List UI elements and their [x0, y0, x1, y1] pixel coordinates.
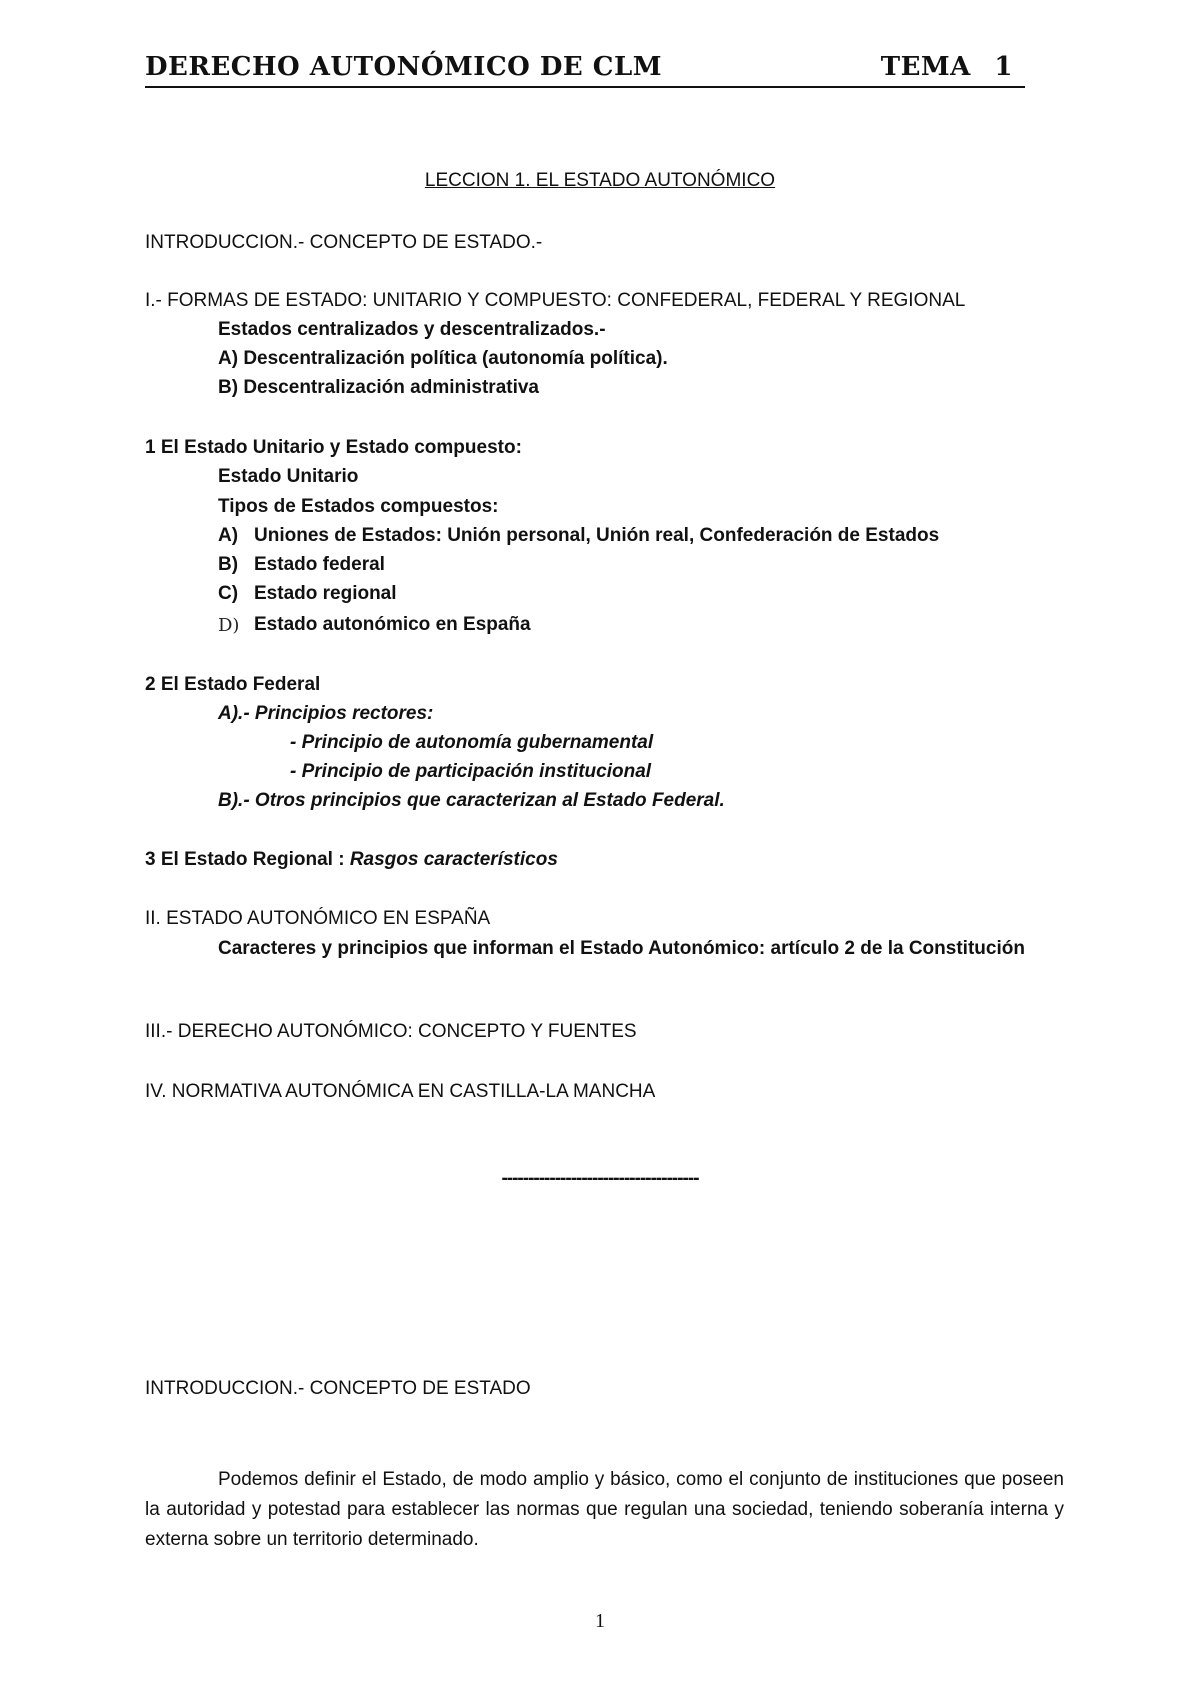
list-item-text: Estado autonómico en España [254, 614, 531, 635]
outline-s1-item: A) Descentralización política (autonomía política). [218, 348, 668, 369]
lesson-title: LECCION 1. EL ESTADO AUTONÓMICO [424, 170, 776, 191]
header-topic: TEMA 1 [880, 52, 1013, 82]
outline-section-4-heading: IV. NORMATIVA AUTONÓMICA EN CASTILLA-LA MANCHA [145, 1081, 656, 1102]
outline-s1-1-heading: 1 El Estado Unitario y Estado compuesto: [145, 437, 522, 458]
list-item [218, 525, 238, 547]
outline-s1-2-a1: - Principio de autonomía gubernamental [290, 732, 654, 753]
outline-s1-3 [145, 849, 558, 871]
outline-section-2-heading: II. ESTADO AUTONÓMICO EN ESPAÑA [145, 908, 491, 929]
outline-s1-1-item: Estado Unitario [218, 466, 359, 487]
page-header [145, 52, 1025, 88]
separator: ------------------------------------- [501, 1168, 699, 1189]
list-item-text: Estado federal [254, 554, 385, 575]
outline-s1-2-a2: - Principio de participación institucional [290, 761, 652, 782]
body-heading: INTRODUCCION.- CONCEPTO DE ESTADO [145, 1378, 531, 1399]
outline-s1-2-a: A).- Principios rectores: [218, 703, 434, 724]
list-letter: B) [218, 554, 239, 575]
header-title: DERECHO AUTONÓMICO DE CLM [145, 52, 663, 82]
outline-s1-item: B) Descentralización administrativa [218, 377, 539, 398]
outline-s1-3-italic: Rasgos característicos [349, 849, 558, 870]
outline-s1-1-item: Tipos de Estados compuestos: [218, 496, 499, 517]
outline-s1-2-heading: 2 El Estado Federal [145, 674, 321, 695]
body-paragraph: Podemos definir el Estado, de modo amplio y básico, como el conjunto de instituciones que poseen la autoridad y potestad para establecer las normas que regulan una sociedad, teniendo soberanía interna y externa sobre un territorio determinado. [145, 1469, 1064, 1550]
list-letter: D) [218, 615, 240, 636]
outline-section-3-heading: III.- DERECHO AUTONÓMICO: CONCEPTO Y FUENTES [145, 1021, 637, 1042]
outline-section-1-heading: I.- FORMAS DE ESTADO: UNITARIO Y COMPUESTO: CONFEDERAL, FEDERAL Y REGIONAL [145, 290, 966, 311]
list-item-text: Uniones de Estados: Unión personal, Unión real, Confederación de Estados [254, 525, 940, 546]
list-item-text: Estado regional [254, 583, 397, 604]
list-letter: C) [218, 583, 239, 604]
list-letter: A) [218, 525, 239, 546]
outline-s2-text: Caracteres y principios que informan el Estado Autonómico: artículo 2 de la Constitución [218, 938, 1025, 959]
outline-intro: INTRODUCCION.- CONCEPTO DE ESTADO.- [145, 232, 543, 253]
page-number: 1 [595, 1610, 605, 1632]
outline-s1-3-heading: 3 El Estado Regional : [145, 849, 350, 870]
outline-s1-2-b: B).- Otros principios que caracterizan al Estado Federal. [218, 790, 725, 811]
outline-s1-item: Estados centralizados y descentralizados.- [218, 319, 606, 340]
